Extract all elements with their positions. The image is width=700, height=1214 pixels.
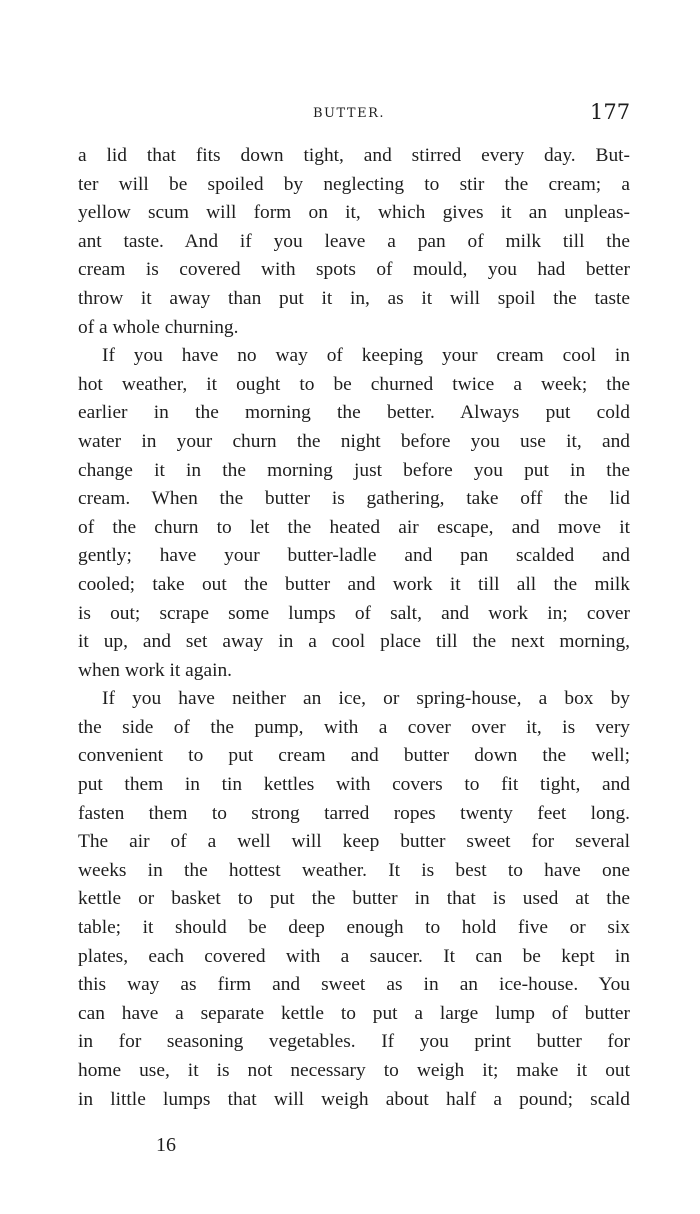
text-line: this way as firm and sweet as in an ice-house. You bbox=[78, 974, 630, 996]
text-line: when work it again. bbox=[78, 659, 233, 681]
text-line: The air of a well will keep butter sweet for several bbox=[78, 831, 630, 853]
text-line: a lid that fits down tight, and stirred every day. But- bbox=[78, 145, 630, 166]
text-line: cream is covered with spots of mould, you had better bbox=[78, 259, 630, 281]
text-line: weeks in the hottest weather. It is best to have one bbox=[78, 859, 630, 881]
text-line: ter will be spoiled by neglecting to stir the cream; a bbox=[78, 173, 630, 195]
text-line: home use, it is not necessary to weigh it; make it out bbox=[78, 1060, 630, 1081]
text-line: in for seasoning vegetables. If you print butter for bbox=[78, 1031, 630, 1053]
text-line: put them in tin kettles with covers to fit tight, and bbox=[78, 774, 630, 796]
text-line: is out; scrape some lumps of salt, and work in; cover bbox=[78, 602, 630, 624]
text-line: earlier in the morning the better. Always put cold bbox=[78, 402, 630, 424]
text-line: plates, each covered with a saucer. It can be kept in bbox=[78, 945, 630, 967]
text-line: it up, and set away in a cool place till the next morning, bbox=[78, 631, 630, 653]
text-line: convenient to put cream and butter down the well; bbox=[78, 745, 630, 767]
text-line: throw it away than put it in, as it will spoil the taste bbox=[78, 287, 630, 309]
text-line: change it in the morning just before you put in the bbox=[78, 459, 630, 481]
text-line: the side of the pump, with a cover over it, is very bbox=[78, 716, 630, 738]
text-line: If you have no way of keeping your cream cool in bbox=[102, 345, 630, 367]
text-line: gently; have your butter-ladle and pan scalded and bbox=[78, 545, 630, 567]
text-line: of a whole churning. bbox=[78, 316, 239, 338]
text-line: ant taste. And if you leave a pan of milk till the bbox=[78, 230, 630, 252]
running-head: BUTTER. bbox=[313, 106, 386, 121]
signature-mark: 16 bbox=[156, 1134, 176, 1156]
text-line: kettle or basket to put the butter in that is used at the bbox=[78, 888, 630, 910]
text-line: in little lumps that will weigh about half a pound; scald bbox=[78, 1088, 630, 1110]
text-line: can have a separate kettle to put a large lump of butter bbox=[78, 1002, 630, 1024]
text-line: water in your churn the night before you use it, and bbox=[78, 430, 630, 452]
text-line: fasten them to strong tarred ropes twenty feet long. bbox=[78, 802, 630, 824]
body-text bbox=[78, 142, 630, 1114]
text-line: cooled; take out the butter and work it till all the milk bbox=[78, 573, 630, 595]
text-line: If you have neither an ice, or spring-house, a box by bbox=[102, 688, 630, 710]
text-line: cream. When the butter is gathering, take off the lid bbox=[78, 488, 630, 510]
text-line: hot weather, it ought to be churned twice a week; the bbox=[78, 373, 630, 395]
text-line: yellow scum will form on it, which gives it an unpleas- bbox=[78, 202, 630, 224]
text-line: table; it should be deep enough to hold five or six bbox=[78, 917, 630, 939]
text-line: of the churn to let the heated air escape, and move it bbox=[78, 516, 630, 538]
page-number: 177 bbox=[590, 100, 631, 124]
